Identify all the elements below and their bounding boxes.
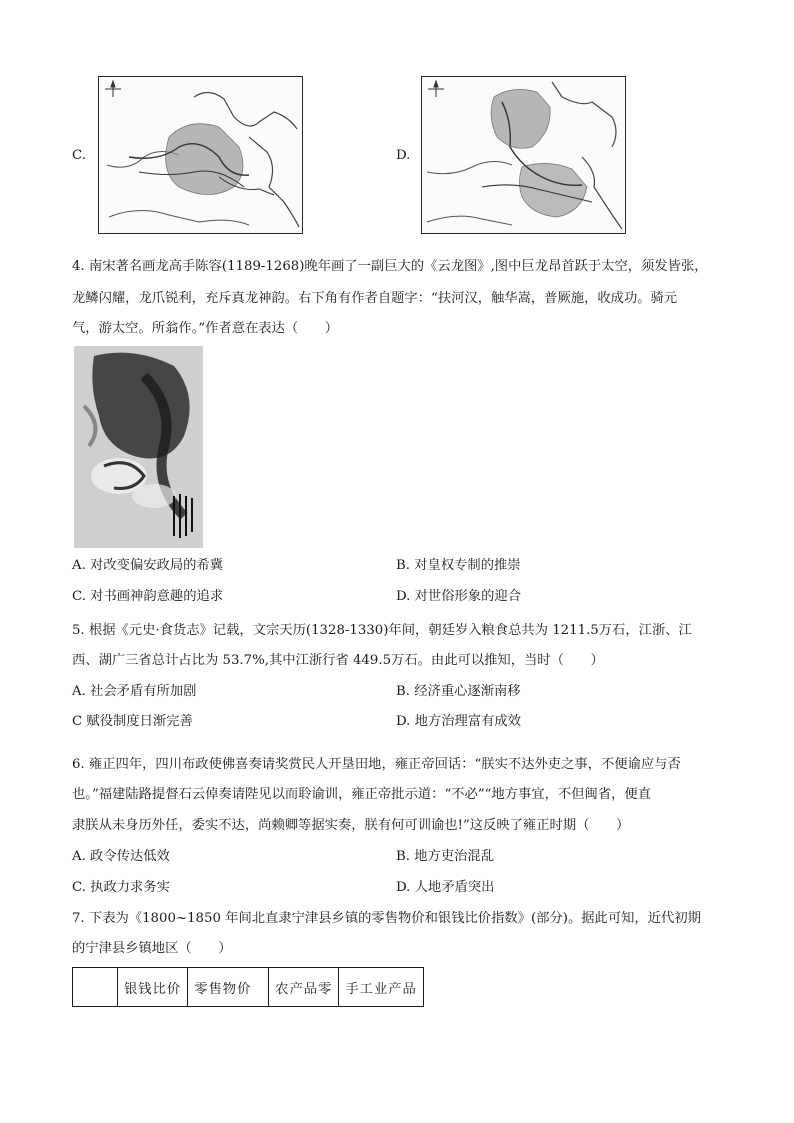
territory-shade [166,124,243,195]
q6-stem-line3: 隶朕从未身历外任，委实不达，尚赖卿等据实奏，朕有何可训谕也!”这反映了雍正时期（ ） [72,818,630,833]
q6-stem-line2: 也。”福建陆路提督石云倬奏请陛见以而聆谕训，雍正帝批示道：“不必”“地方事宜，不但闽省，便直 [72,787,652,802]
table-header-cell: 零售物价 [188,968,269,1007]
q5-stem-line2: 西、湖广三省总计占比为 53.7%,其中江浙行省 449.5万石。由此可以推知，当时（ ） [72,653,604,668]
q6-option-c[interactable]: C. 执政力求务实 [72,880,170,895]
table-header-row [73,968,424,1007]
territory-shade-south [520,163,588,217]
q4-option-c[interactable]: C. 对书画神韵意趣的追求 [72,589,224,604]
q7-stem-line1: 7. 下表为《1800~1850 年间北直隶宁津县乡镇的零售物价和银钱比价指数》(部分)。据此可知，近代初期 [72,911,701,926]
compass-icon [428,81,444,97]
q4-option-d[interactable]: D. 对世俗形象的迎合 [396,589,522,604]
map-d-drawing [422,77,625,233]
q6-stem-line1: 6. 雍正四年，四川布政使佛喜奏请奖赏民人开垦田地，雍正帝回话：“朕实不达外吏之事，不便谕应与否 [72,757,681,772]
q5-option-b[interactable]: B. 经济重心逐渐南移 [396,684,521,699]
territory-shade-north [491,89,550,148]
q5-option-d[interactable]: D. 地方治理富有成效 [396,714,522,729]
compass-icon [105,81,121,97]
q4-option-a[interactable]: A. 对改变偏安政局的希冀 [72,558,224,573]
q5-option-c[interactable]: C 赋役制度日渐完善 [72,714,193,729]
map-option-c [98,76,303,234]
table-header-cell: 手工业产品 [339,968,423,1007]
table-header-cell: 农产品零 [269,968,339,1007]
q7-price-index-table [72,967,424,1007]
option-c-label: C. [72,148,86,163]
map-option-d [421,76,626,234]
q7-stem-line2: 的宁津县乡镇地区（ ） [72,941,232,956]
q5-stem-line1: 5. 根据《元史·食货志》记载，文宗天历(1328-1330)年间，朝廷岁入粮食总共为 1211.5万石，江浙、江 [72,623,692,638]
q4-stem-line3: 气，游太空。所翁作。”作者意在表达（ ） [72,321,339,336]
q6-option-b[interactable]: B. 地方吏治混乱 [396,849,495,864]
q4-option-b[interactable]: B. 对皇权专制的推崇 [396,558,521,573]
q6-option-d[interactable]: D. 人地矛盾突出 [396,880,495,895]
q4-stem-line1: 4. 南宋著名画龙高手陈容(1189-1268)晚年画了一副巨大的《云龙图》,图中巨龙昂首跃于太空，须发皆张， [72,259,708,274]
q4-stem-line2: 龙鳞闪耀，龙爪锐利，充斥真龙神韵。右下角有作者自题字：“扶河汉，触华嵩，普厥施，收成功。骑元 [72,291,678,306]
q6-option-a[interactable]: A. 政令传达低效 [72,849,170,864]
table-header-cell [73,968,118,1007]
table-header-cell: 银钱比价 [118,968,188,1007]
cloud-dragon-painting [74,346,203,548]
option-d-label: D. [396,148,411,163]
map-c-drawing [99,77,302,233]
q5-option-a[interactable]: A. 社会矛盾有所加剧 [72,684,197,699]
